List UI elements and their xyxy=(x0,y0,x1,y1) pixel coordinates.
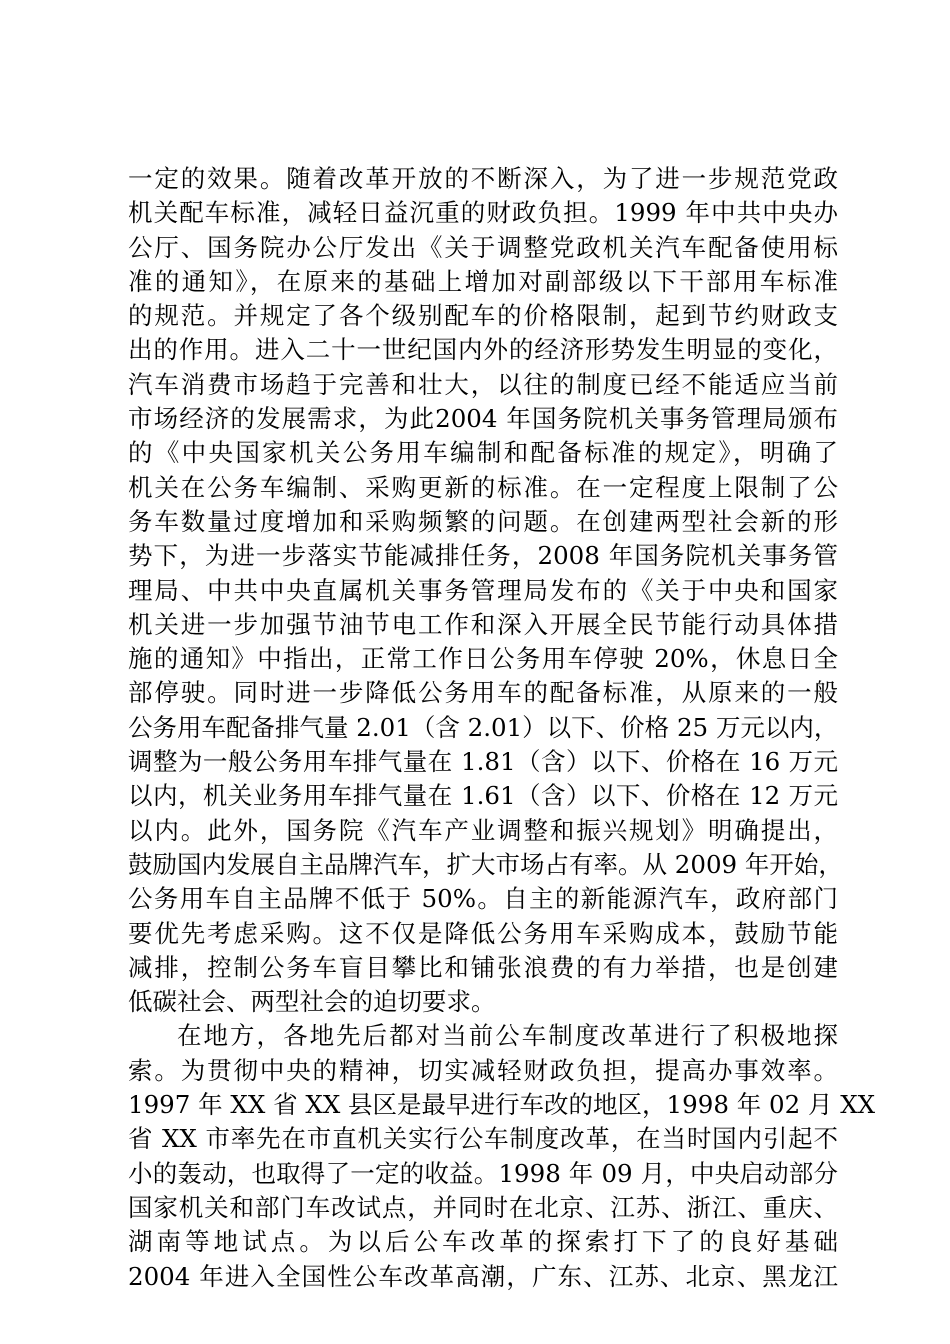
text-line: 公务用车自主品牌不低于 50%。自主的新能源汽车，政府部门 xyxy=(128,884,838,914)
text-line: 调整为一般公务用车排气量在 1.81（含）以下、价格在 16 万元 xyxy=(128,747,838,777)
text-line: 湖南等地试点。为以后公车改革的探索打下了的良好基础 xyxy=(128,1227,838,1257)
text-line: 小的轰动，也取得了一定的收益。1998 年 09 月，中央启动部分 xyxy=(128,1158,838,1188)
text-line: 公厅、国务院办公厅发出《关于调整党政机关汽车配备使用标 xyxy=(128,232,838,262)
text-line: 势下，为进一步落实节能减排任务，2008 年国务院机关事务管 xyxy=(128,541,838,571)
text-line: 索。为贯彻中央的精神，切实减轻财政负担，提高办事效率。 xyxy=(128,1055,838,1085)
text-line: 的规范。并规定了各个级别配车的价格限制，起到节约财政支 xyxy=(128,301,838,331)
text-line: 务车数量过度增加和采购频繁的问题。在创建两型社会新的形 xyxy=(128,506,838,536)
text-line: 鼓励国内发展自主品牌汽车，扩大市场占有率。从 2009 年开始， xyxy=(128,849,843,879)
text-line: 2004 年进入全国性公车改革高潮，广东、江苏、北京、黑龙江 xyxy=(128,1261,838,1291)
text-line: 汽车消费市场趋于完善和壮大，以往的制度已经不能适应当前 xyxy=(128,369,838,399)
text-line: 国家机关和部门车改试点，并同时在北京、江苏、浙江、重庆、 xyxy=(128,1192,838,1222)
text-line: 市场经济的发展需求，为此2004 年国务院机关事务管理局颁布 xyxy=(128,404,838,434)
text-line: 在地方，各地先后都对当前公车制度改革进行了积极地探 xyxy=(177,1021,838,1051)
text-line: 以内，机关业务用车排气量在 1.61（含）以下、价格在 12 万元 xyxy=(128,781,838,811)
text-line: 减排，控制公务车盲目攀比和铺张浪费的有力举措，也是创建 xyxy=(128,952,838,982)
text-line: 公务用车配备排气量 2.01（含 2.01）以下、价格 25 万元以内， xyxy=(128,712,839,742)
body-text xyxy=(128,162,876,1294)
text-line: 准的通知》，在原来的基础上增加对副部级以下干部用车标准 xyxy=(128,266,838,296)
text-line: 省 XX 市率先在市直机关实行公车制度改革，在当时国内引起不 xyxy=(128,1124,838,1154)
text-line: 一定的效果。随着改革开放的不断深入，为了进一步规范党政 xyxy=(128,164,838,193)
text-line: 理局、中共中央直属机关事务管理局发布的《关于中央和国家 xyxy=(128,575,838,605)
text-line: 机关配车标准，减轻日益沉重的财政负担。1999 年中共中央办 xyxy=(128,198,838,228)
text-line: 机关进一步加强节油节电工作和深入开展全民节能行动具体措 xyxy=(128,609,838,639)
text-line: 机关在公务车编制、采购更新的标准。在一定程度上限制了公 xyxy=(128,472,838,502)
text-line: 低碳社会、两型社会的迫切要求。 xyxy=(128,987,496,1017)
text-line: 的《中央国家机关公务用车编制和配备标准的规定》，明确了 xyxy=(128,438,838,468)
text-line: 部停驶。同时进一步降低公务用车的配备标准，从原来的一般 xyxy=(128,678,838,708)
text-line: 出的作用。进入二十一世纪国内外的经济形势发生明显的变化， xyxy=(128,335,838,365)
text-line: 要优先考虑采购。这不仅是降低公务用车采购成本，鼓励节能 xyxy=(128,918,838,948)
text-line: 1997 年 XX 省 XX 县区是最早进行车改的地区，1998 年 02 月 XX xyxy=(128,1090,876,1120)
text-line: 以内。此外，国务院《汽车产业调整和振兴规划》明确提出， xyxy=(128,815,838,845)
text-line: 施的通知》中指出，正常工作日公务用车停驶 20%，休息日全 xyxy=(128,644,838,674)
